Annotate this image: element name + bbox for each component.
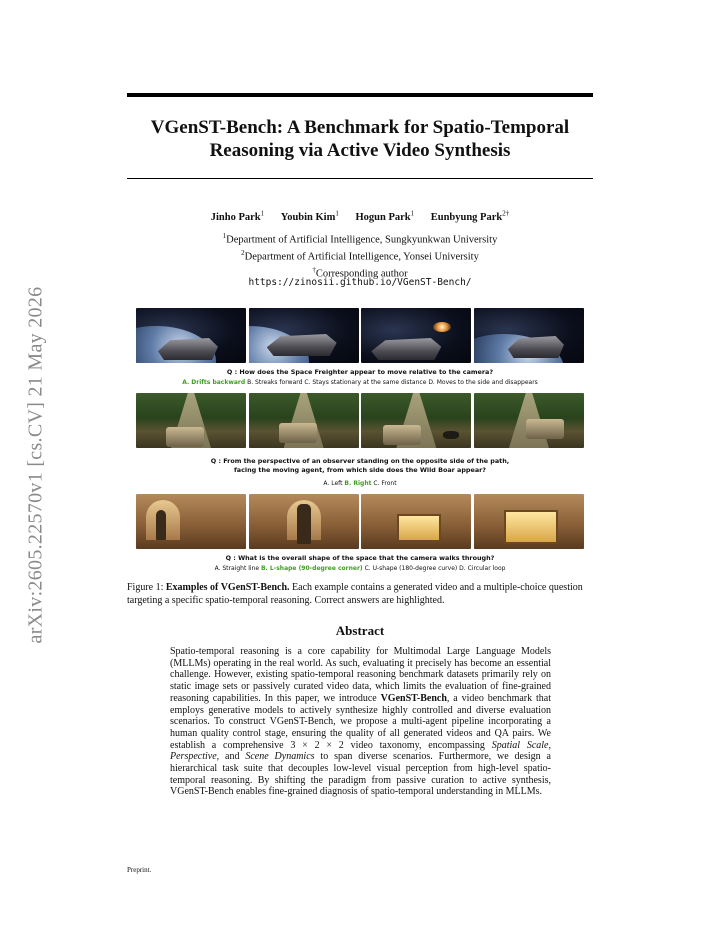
caption-bold: Examples of VGenST-Bench.: [165, 582, 290, 593]
option: C. Stays stationary at the same distance: [304, 379, 427, 386]
video-frame-forest: [361, 393, 471, 448]
option: D. Circular loop: [459, 565, 506, 572]
option: A. Straight line: [214, 565, 260, 572]
author-list: [127, 209, 593, 223]
paper-title: [127, 116, 593, 162]
option-correct: A. Drifts backward: [182, 379, 246, 386]
title-top-rule: [127, 93, 593, 97]
project-url[interactable]: https://zinosii.github.io/VGenST-Bench/: [248, 277, 472, 288]
option: B. Streaks forward: [247, 379, 303, 386]
video-frame-forest: [136, 393, 246, 448]
affiliation: $^1$Department of Artificial Intelligence, Sungkyunkwan University: [222, 232, 498, 246]
video-frame-space: [136, 308, 246, 363]
caption-label: Figure 1:: [127, 582, 164, 593]
option: D. Moves to the side and disappears: [428, 379, 538, 386]
video-frame-space: [249, 308, 359, 363]
affiliation: †Corresponding author: [312, 266, 408, 280]
option: C. Front: [373, 480, 397, 487]
options-2: [120, 480, 600, 488]
author: Jinho Park$^1$: [210, 209, 265, 223]
question-3: Q : What is the overall shape of the space that the camera walks through?: [225, 554, 495, 562]
title-line-2: Reasoning via Active Video Synthesis: [209, 140, 511, 161]
caption-text: Each example contains a generated video and a multiple-choice question targeting a specific spatio-temporal reasoning. Correct answers are highlighted.: [127, 582, 583, 606]
option: A. Left: [323, 480, 343, 487]
figure-row-gallery: [136, 494, 584, 549]
video-frame-space: [474, 308, 584, 363]
video-frame-space: [361, 308, 471, 363]
option-correct: B. L-shape (90-degree corner): [260, 565, 363, 572]
author: Youbin Kim$^1$: [280, 209, 339, 223]
question-1: Q : How does the Space Freighter appear to move relative to the camera?: [226, 368, 494, 376]
video-frame-gallery: [474, 494, 584, 549]
option: C. U-shape (180-degree curve): [364, 565, 458, 572]
video-frame-forest: [249, 393, 359, 448]
affiliation: $^2$Department of Artificial Intelligence, Yonsei University: [241, 249, 479, 263]
figure-row-space: [136, 308, 584, 363]
video-frame-gallery: [136, 494, 246, 549]
author: Eunbyung Park$^{2\dagger}$: [430, 209, 510, 223]
options-3: [120, 565, 600, 573]
video-frame-gallery: [249, 494, 359, 549]
preprint-footer: Preprint.: [127, 866, 152, 874]
figure-caption: [127, 582, 593, 607]
arxiv-side-stamp: [22, 255, 50, 675]
affiliations: [127, 230, 593, 281]
abstract-heading: Abstract: [335, 623, 385, 638]
title-bottom-rule: [127, 178, 593, 179]
video-frame-forest: [474, 393, 584, 448]
video-frame-gallery: [361, 494, 471, 549]
option-correct: B. Right: [344, 480, 372, 487]
figure-row-forest: [136, 393, 584, 448]
arxiv-id-text: arXiv:2605.22570v1 [cs.CV] 21 May 2026: [24, 286, 47, 644]
options-1: [120, 379, 600, 387]
title-line-1: VGenST-Bench: A Benchmark for Spatio-Temporal: [150, 117, 570, 138]
abstract-body: Spatio-temporal reasoning is a core capability for Multimodal Large Language Models (MLLMs) operating in the real world. As such, evaluating it precisely has become an essential challenge. However, existing spatio-temporal reasoning benchmark datasets primarily rely on static image sets or passively curated video data, which limits the evaluation of fine-grained reasoning capabilities. In this paper, we introduce VGenST-Bench, a video benchmark that employs generative models to actively synthesize highly controlled and diverse evaluation scenarios. To construct VGenST-Bench, we propose a multi-agent pipeline incorporating a human quality control stage, ensuring the quality of all generated videos and QA pairs. We establish a comprehensive 3 × 2 × 2 video taxonomy, encompassing Spatial Scale, Perspective, and Scene Dynamics to span diverse scenarios. Furthermore, we design a hierarchical task suite that decouples low-level visual perception from high-level spatio-temporal reasoning. By shifting the paradigm from passive curation to active synthesis, VGenST-Bench enables fine-grained diagnosis of spatio-temporal understanding in MLLMs.: [170, 646, 551, 798]
author: Hogun Park$^1$: [355, 209, 415, 223]
question-2: Q : From the perspective of an observer standing on the opposite side of the path, facing the moving agent, from which side does the Wild Boar appear?: [210, 457, 510, 474]
